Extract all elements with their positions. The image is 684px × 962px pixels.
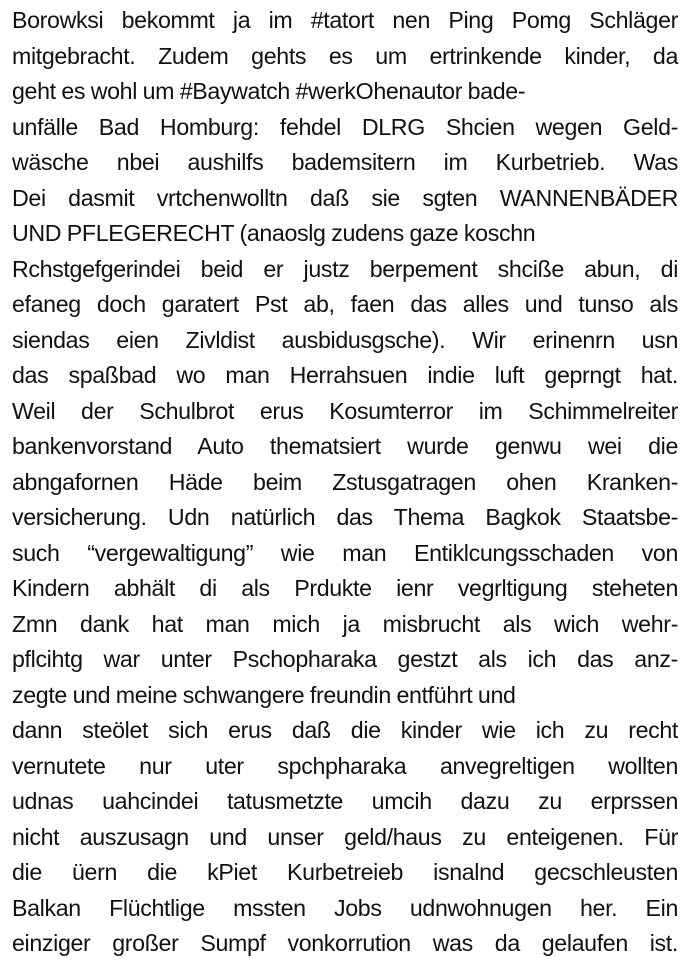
text-line: wäsche nbei aushilfs bademsitern im Kurbetrieb. Was (12, 149, 678, 175)
text-line: mitgebracht. Zudem gehts es um ertrinkende kinder, da (12, 42, 678, 69)
text-line: such “vergewaltigung” wie man Entiklcungsschaden von (12, 539, 678, 566)
text-line: einziger großer Sumpf vonkorrution was da gelaufen ist. (12, 930, 678, 956)
text-line: zegte und meine schwangere freundin entführt und (12, 681, 516, 708)
text-line: Weil der Schulbrot erus Kosumterror im Schimmelreiter (12, 397, 678, 424)
text-line: geht es wohl um #Baywatch #werkOhenautor bade- (12, 78, 526, 104)
text-line: Zmn dank hat man mich ja misbrucht als wich wehr- (12, 610, 678, 637)
text-line: Borowksi bekommt ja im #tatort nen Ping Pomg Schläger (12, 7, 678, 33)
text-line: dann steölet sich erus daß die kinder wie ich zu recht (12, 717, 678, 743)
text-line: abngafornen Häde beim Zstusgatragen ohen Kranken- (12, 468, 678, 495)
text-line: Dei dasmit vrtchenwolltn daß sie sgten WANNENBÄDER (12, 184, 678, 211)
text-line: pflcihtg war unter Pschopharaka gestzt als ich das anz- (12, 646, 678, 672)
text-line: Kindern abhält di als Prdukte ienr vegrltigung steheten (12, 575, 678, 601)
body-text (12, 3, 684, 962)
text-line: UND PFLEGERECHT (anaoslg zudens gaze koschn (12, 220, 536, 246)
text-line: vernutete nur uter spchpharaka anvegreltigen wollten (12, 752, 678, 779)
text-line: udnas uahcindei tatusmetzte umcih dazu zu erprssen (12, 788, 678, 814)
text-line: siendas eien Zivldist ausbidusgsche). Wir erinenrn usn (12, 326, 678, 353)
text-line: Balkan Flüchtlige mssten Jobs udnwohnugen her. Ein (12, 894, 678, 921)
text-line: die üern die kPiet Kurbetreieb isnalnd gecschleusten (12, 859, 678, 885)
text-line: das spaßbad wo man Herrahsuen indie luft geprngt hat. (12, 362, 678, 388)
text-line: bankenvorstand Auto thematsiert wurde genwu wei die (12, 433, 678, 459)
text-line: nicht auszusagn und unser geld/haus zu enteigenen. Für (12, 823, 678, 850)
text-line: Rchstgefgerindei beid er justz berpement shciße abun, di (12, 255, 678, 282)
text-line: efaneg doch garatert Pst ab, faen das alles und tunso als (12, 291, 678, 317)
text-line: unfälle Bad Homburg: fehdel DLRG Shcien wegen Geld- (12, 113, 678, 140)
text-line: versicherung. Udn natürlich das Thema Bagkok Staatsbe- (12, 504, 678, 530)
